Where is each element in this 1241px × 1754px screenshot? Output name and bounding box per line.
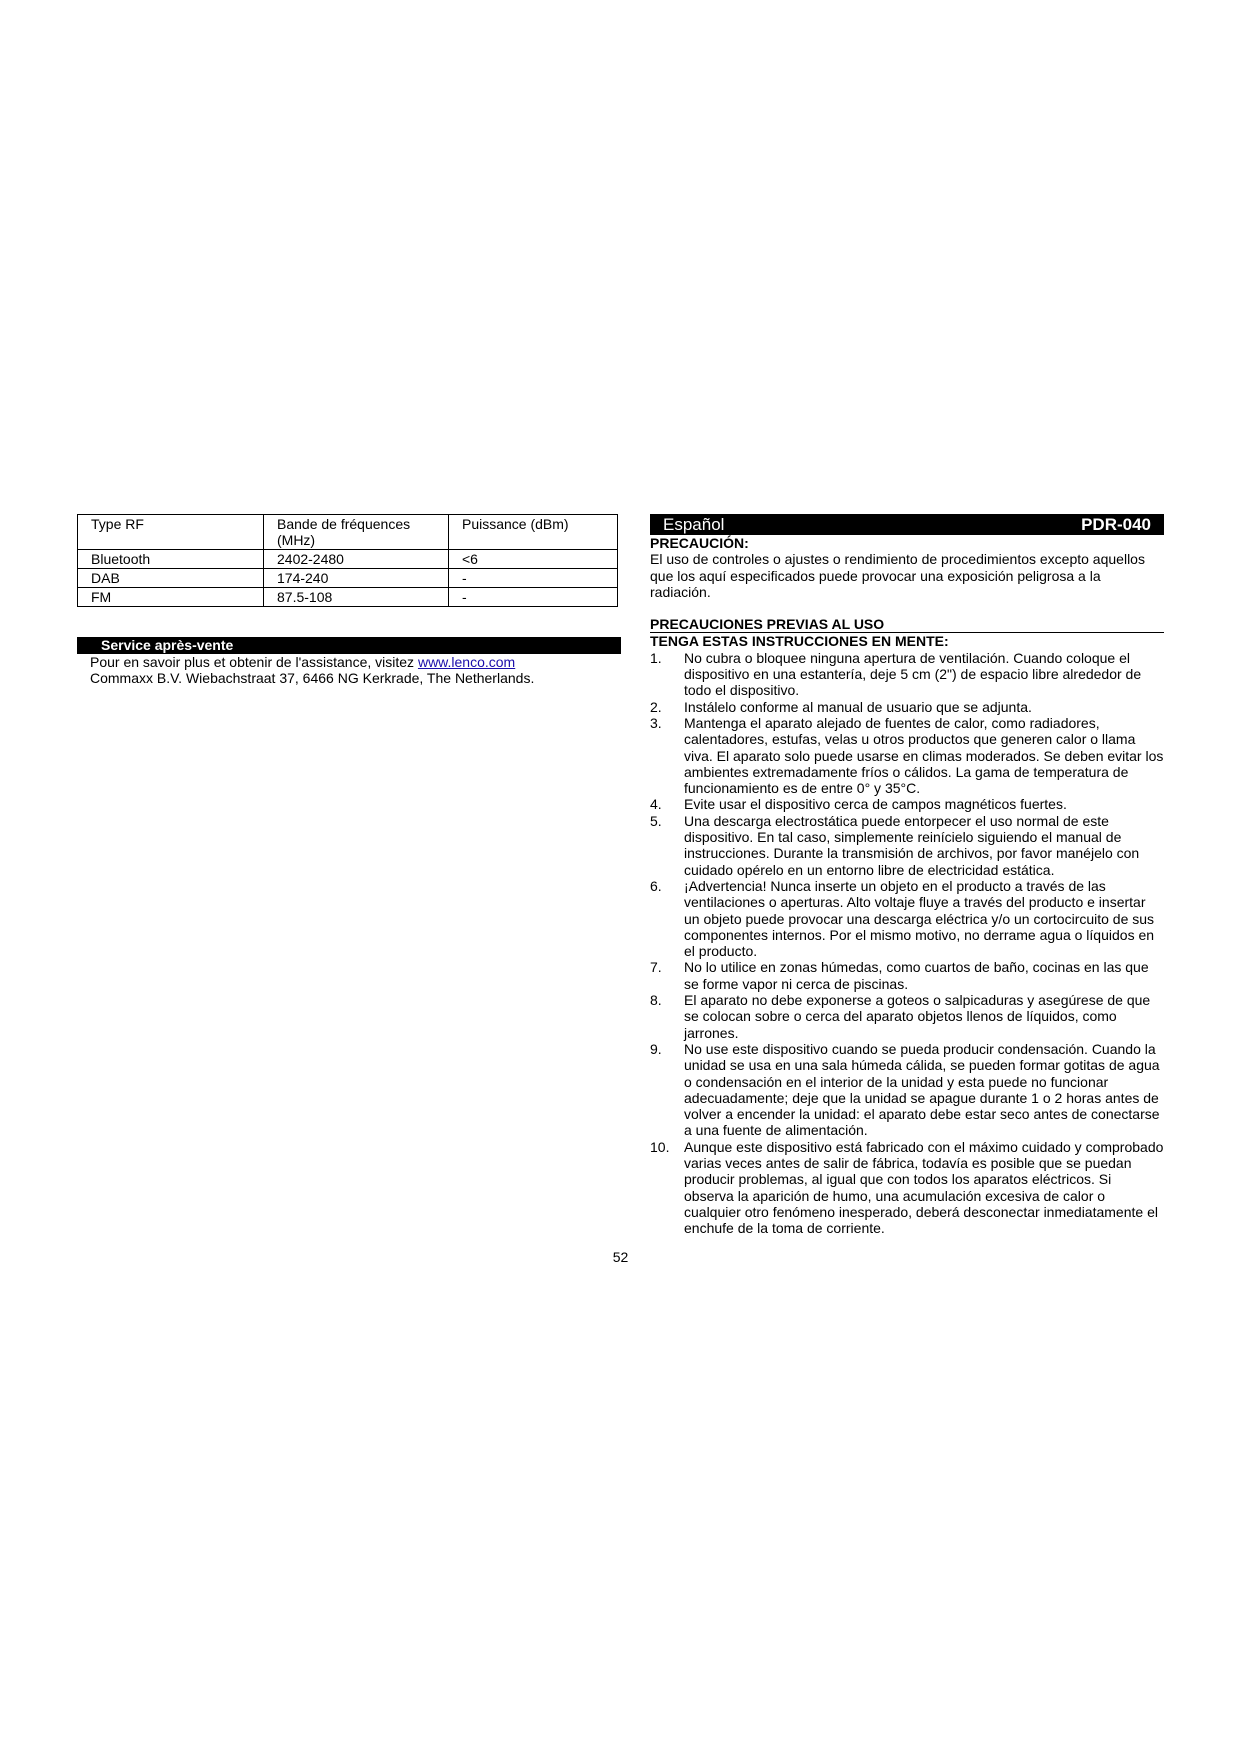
list-item (650, 878, 1164, 959)
lenco-website-link[interactable]: www.lenco.com (417, 654, 516, 670)
item-number: 5. (650, 812, 662, 829)
language-label: Español (663, 515, 725, 534)
item-number: 3. (650, 714, 662, 731)
list-item (650, 796, 1164, 812)
caution-text: El uso de controles o ajustes o rendimiento de procedimientos excepto aquellos que los aquí especificados puede provocar una exposición peligrosa a la radiación. (650, 551, 1145, 600)
table-cell: - (449, 569, 618, 588)
item-text: No use este dispositivo cuando se pueda producir condensación. Cuando la unidad se usa en una sala húmeda cálida, se pueden formar gotitas de agua o condensación en el interior de la unidad y esta puede no funcionar adecuadamente; deje que la unidad se apague durante 1 o 2 horas antes de volver a encender la unidad: el aparato debe estar seco antes de conectarse a una fuente de alimentación. (684, 1040, 1160, 1139)
item-text: No cubra o bloquee ninguna apertura de ventilación. Cuando coloque el dispositivo en una estantería, deje 5 cm (2") de espacio libre alrededor de todo el dispositivo. (684, 649, 1142, 699)
list-item (650, 715, 1164, 796)
item-text: El aparato no debe exponerse a goteos o salpicaduras y asegúrese de que se colocan sobre o cerca del aparato objetos llenos de líquidos, como jarrones. (684, 992, 1151, 1041)
list-item (650, 813, 1164, 878)
item-text: No lo utilice en zonas húmedas, como cuartos de baño, cocinas en las que se forme vapor ni cerca de piscinas. (684, 959, 1149, 992)
service-text-intro: Pour en savoir plus et obtenir de l'assistance, visitez (90, 654, 418, 670)
table-row (78, 569, 618, 588)
table-row (78, 550, 618, 569)
table-cell: - (449, 588, 618, 607)
item-text: Evite usar el dispositivo cerca de campos magnéticos fuertes. (684, 796, 1067, 813)
caution-heading: PRECAUCIÓN: (650, 535, 749, 551)
precautions-subheading: TENGA ESTAS INSTRUCCIONES EN MENTE: (650, 633, 949, 650)
table-cell: 87.5-108 (264, 588, 449, 607)
model-label: PDR-040 (1081, 515, 1151, 534)
instructions-list (650, 650, 1164, 1237)
list-item (650, 1139, 1164, 1237)
item-number: 10. (650, 1138, 670, 1155)
list-item (650, 959, 1164, 992)
right-column (650, 514, 1164, 1236)
service-text (77, 654, 621, 670)
table-cell: 2402-2480 (264, 550, 449, 569)
item-text: Una descarga electrostática puede entorpecer el uso normal de este dispositivo. En tal caso, simplemente reinícielo siguiendo el manual de instrucciones. Durante la transmisión de archivos, por favor manéjelo con cuidado opérelo en un entorno libre de electricidad estática. (684, 812, 1140, 878)
item-text: ¡Advertencia! Nunca inserte un objeto en el producto a través de las ventilaciones o aperturas. Alto voltaje fluye a través del producto e insertar un objeto puede provocar una descarga eléctrica y/o un cortocircuito de sus componentes internos. Por el mismo motivo, no derrame agua o líquidos en el producto. (684, 877, 1155, 960)
left-column (77, 514, 621, 686)
item-number: 1. (650, 649, 662, 666)
item-text: Mantenga el aparato alejado de fuentes de calor, como radiadores, calentadores, estufas, velas u otros productos que generen calor o llama viva. El aparato solo puede usarse en climas moderados. Se deben evitar los ambientes extremadamente fríos o cálidos. La gama de temperatura de funcionamiento es de entre 0° y 35°C. (684, 714, 1164, 797)
item-number: 7. (650, 959, 662, 976)
list-item (650, 650, 1164, 699)
item-number: 8. (650, 992, 662, 1009)
table-row (78, 588, 618, 607)
table-header-cell: Puissance (dBm) (449, 515, 618, 550)
language-header-band (650, 514, 1164, 535)
item-number: 2. (650, 698, 662, 715)
table-header-row (78, 515, 618, 550)
rf-spec-table (77, 514, 618, 607)
item-text: Instálelo conforme al manual de usuario que se adjunta. (684, 698, 1032, 715)
list-item (650, 1041, 1164, 1139)
service-heading: Service après-vente (77, 637, 621, 654)
list-item (650, 992, 1164, 1041)
table-cell: 174-240 (264, 569, 449, 588)
list-item (650, 699, 1164, 715)
item-text: Aunque este dispositivo está fabricado con el máximo cuidado y comprobado varias veces antes de salir de fábrica, todavía es posible que se puedan producir problemas, al igual que con todos los aparatos eléctricos. Si observa la aparición de humo, una acumulación excesiva de calor o cualquier otro fenómeno inesperado, deberá desconectar inmediatamente el enchufe de la toma de corriente. (684, 1138, 1164, 1237)
table-cell: DAB (78, 569, 264, 588)
item-number: 9. (650, 1040, 662, 1057)
item-number: 4. (650, 796, 662, 813)
service-address: Commaxx B.V. Wiebachstraat 37, 6466 NG Kerkrade, The Netherlands. (90, 670, 535, 686)
table-header-cell: Bande de fréquences (MHz) (264, 515, 449, 550)
table-cell: Bluetooth (78, 550, 264, 569)
item-number: 6. (650, 877, 662, 894)
table-cell: <6 (449, 550, 618, 569)
table-cell: FM (78, 588, 264, 607)
precautions-heading: PRECAUCIONES PREVIAS AL USO (650, 616, 1164, 633)
table-header-cell: Type RF (78, 515, 264, 550)
page-number: 52 (612, 1249, 629, 1265)
